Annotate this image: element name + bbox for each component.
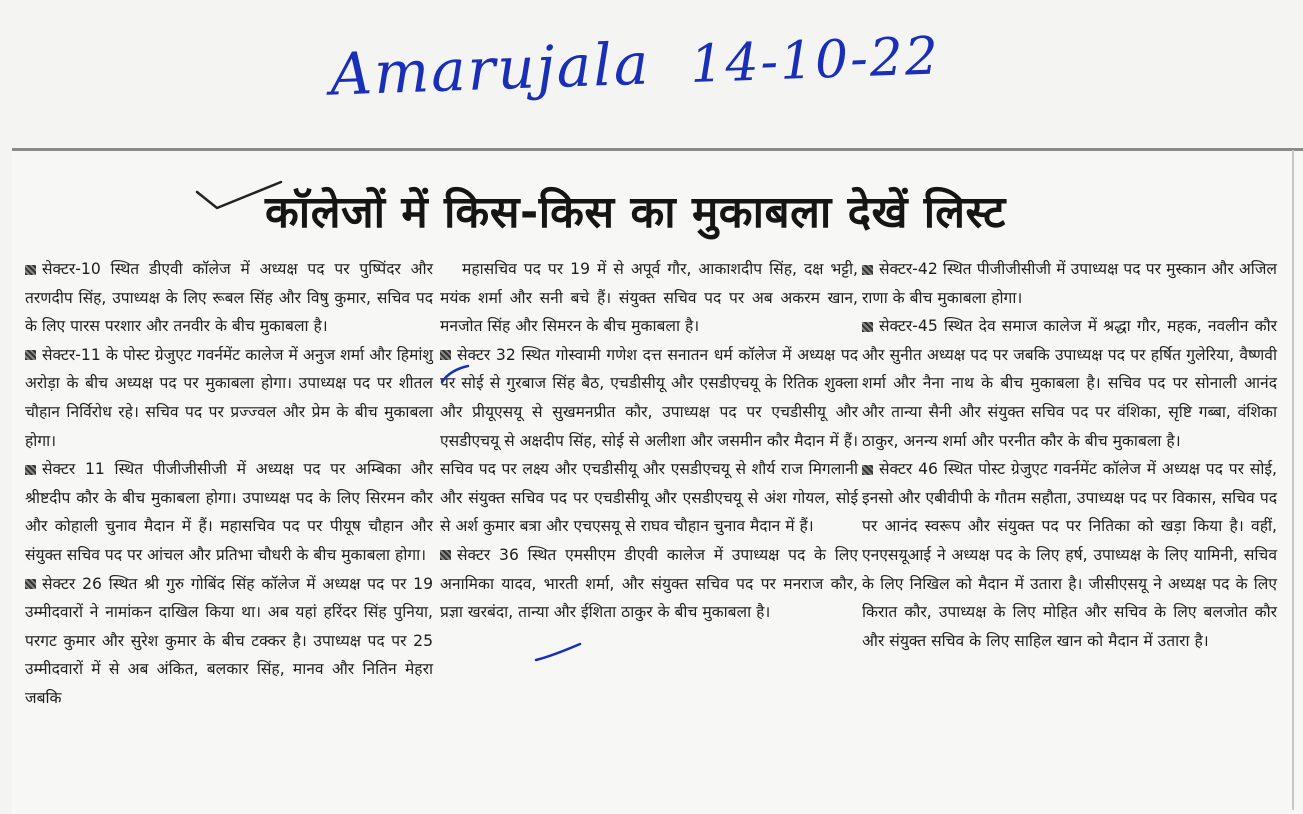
- clip-edge-divider: [1292, 150, 1294, 810]
- paragraph: सेक्टर 36 स्थित एमसीएम डीएवी कालेज में उपाध्यक्ष पद के लिए अनामिका यादव, भारती शर्मा, और संयुक्त सचिव पद पर मनराज कौर, प्रज्ञा खरबंदा, तान्या और ईशिता ठाकुर के बीच मुकाबला है।: [440, 545, 858, 622]
- paragraph: सेक्टर-45 स्थित देव समाज कालेज में श्रद्धा गौर, महक, नवलीन कौर और सुनीत अध्यक्ष पद पर जबकि उपाध्यक्ष पद पर हर्षित गुलेरिया, वैष्णवी शर्मा और नैना नाथ के बीच मुकाबला है। सचिव पद पर सोनाली आनंद और तान्या सैनी और संयुक्त सचिव पद पर वंशिका, सृष्टि गब्बा, वंशिका ठाकुर, अनन्य शर्मा और परनीत कौर के बीच मुकाबला है।: [862, 317, 1277, 450]
- column-1: [25, 255, 433, 713]
- handwritten-source: Amarujala: [328, 29, 652, 109]
- column-2: [440, 255, 858, 627]
- paragraph: सेक्टर-42 स्थित पीजीजीसीजी में उपाध्यक्ष पद पर मुस्कान और अजिल राणा के बीच मुकाबला होगा।: [862, 260, 1277, 307]
- bullet-icon: [862, 465, 873, 475]
- handwritten-date: 14-10-22: [689, 26, 941, 96]
- article-headline: कॉलेजों में किस-किस का मुकाबला देखें लिस्ट: [265, 187, 1006, 238]
- pen-mark-bottom: [532, 640, 584, 664]
- bullet-icon: [862, 322, 873, 332]
- paragraph: सेक्टर-10 स्थित डीएवी कॉलेज में अध्यक्ष पद पर पुष्पिंदर और तरणदीप सिंह, उपाध्यक्ष के लिए रूबल सिंह और विषु कुमार, सचिव पद के लिए पारस परशार और तनवीर के बीच मुकाबला है।: [25, 260, 433, 336]
- pen-mark-top: [438, 362, 472, 386]
- handwritten-annotation: [329, 19, 941, 108]
- bullet-icon: [440, 550, 451, 560]
- paragraph: सेक्टर 11 स्थित पीजीजीसीजी में अध्यक्ष पद पर अम्बिका और श्रीष्टदीप कौर के बीच मुकाबला होगा। उपाध्यक्ष पद के लिए सिरमन कौर और कोहाली चुनाव मैदान में हैं। महासचिव पद पर पीयूष चौहान और संयुक्त सचिव पद पर आंचल और प्रतिभा चौधरी के बीच मुकाबला होगा।: [25, 460, 433, 564]
- paragraph: सेक्टर 32 स्थित गोस्वामी गणेश दत्त सनातन धर्म कॉलेज में अध्यक्ष पद पर सोई से गुरबाज सिंह बैठ, एचडीसीयू और एसडीएचयू के रितिक शुक्ला और प्रीयूएसयू से सुखमनप्रीत कौर, उपाध्यक्ष पद पर एचडीसीयू और एसडीएचयू से अक्षदीप सिंह, सोई से अलीशा और जसमीन कौर मैदान में हैं। सचिव पद पर लक्ष्य और एचडीसीयू और एसडीएचयू से शौर्य राज मिगलानी और संयुक्त सचिव पद पर एचडीसीयू और एसडीएचयू से अंश गोयल, सोई से अर्श कुमार बत्रा और एचएसयू से राघव चौहान चुनाव मैदान में हैं।: [440, 345, 858, 536]
- continuation-paragraph: महासचिव पद पर 19 में से अपूर्व गौर, आकाशदीप सिंह, दक्ष भट्टी, मयंक शर्मा और सनी बचे हैं। संयुक्त सचिव पद पर अब अकरम खान, मनजोत सिंह और सिमरन के बीच मुकाबला है।: [440, 260, 858, 336]
- paragraph: सेक्टर 26 स्थित श्री गुरु गोबिंद सिंह कॉलेज में अध्यक्ष पद पर 19 उम्मीदवारों ने नामांकन दाखिल किया था। अब यहां हरिंदर सिंह पुनिया, परगट कुमार और सुरेश कुमार के बीच टक्कर है। उपाध्यक्ष पद पर 25 उम्मीदवारों में से अब अंकित, बलकार सिंह, मानव और नितिन मेहरा जबकि: [25, 574, 433, 707]
- paragraph: सेक्टर 46 स्थित पोस्ट ग्रेजुएट गवर्नमेंट कॉलेज में अध्यक्ष पद पर सोई, इनसो और एबीवीपी के गौतम सहौता, उपाध्यक्ष पद पर विकास, सचिव पद पर आनंद स्वरूप और संयुक्त पद पर नितिका को खड़ा किया है। वहीं, एनएसयूआई ने अध्यक्ष पद के लिए हर्ष, उपाध्यक्ष के लिए यामिनी, सचिव के लिए निखिल को मैदान में उतारा है। जीसीएसयू ने अध्यक्ष पद के लिए किरात कौर, उपाध्यक्ष के लिए मोहित और सचिव के लिए बलजोत कौर और संयुक्त सचिव के लिए साहिल खान को मैदान में उतारा है।: [862, 460, 1277, 650]
- column-3: [862, 255, 1277, 655]
- bullet-icon: [25, 465, 36, 475]
- bullet-icon: [862, 265, 873, 275]
- bullet-icon: [25, 579, 36, 589]
- bullet-icon: [25, 265, 36, 275]
- bullet-icon: [25, 350, 36, 360]
- paragraph: सेक्टर-11 के पोस्ट ग्रेजुएट गवर्नमेंट कालेज में अनुज शर्मा और हिमांशु अरोड़ा के बीच अध्यक्ष पद पर मुकाबला होगा। उपाध्यक्ष पद पर शीतल चौहान निर्विरोध रहे। सचिव पद पर प्रज्ज्वल और प्रेम के बीच मुकाबला होगा।: [25, 345, 433, 450]
- bullet-icon: [440, 350, 451, 360]
